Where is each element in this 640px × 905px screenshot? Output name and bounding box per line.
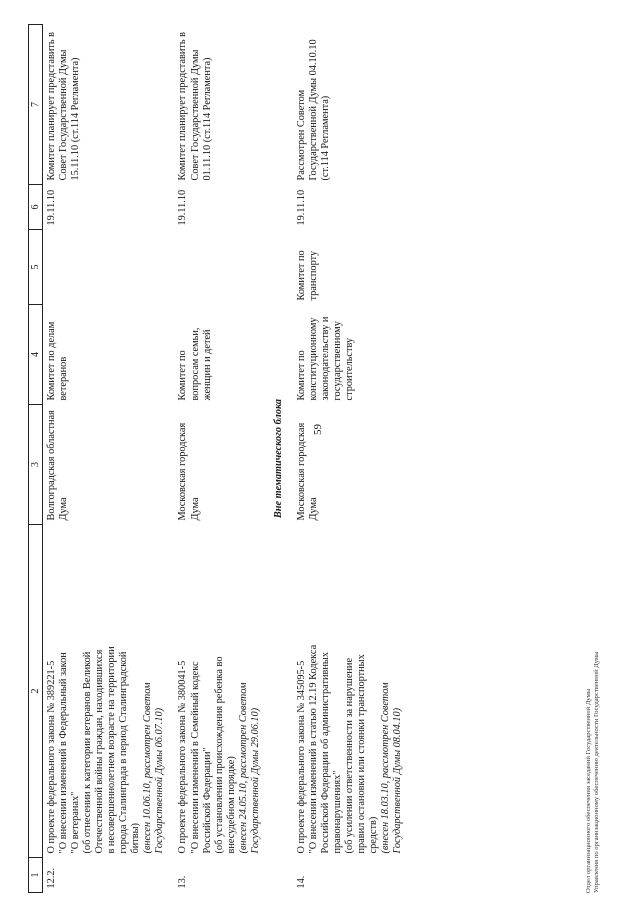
- status: Комитет планирует представить в Совет Государственной Думы 15.11.10 (ст.114 Регламента): [46, 32, 82, 181]
- committee: Комитет по вопросам семьи, женщин и детей: [177, 327, 213, 401]
- footer-line: Управления по организационному обеспечению деятельности Государственной Думы: [592, 651, 600, 893]
- deadline-date: 19.11.10: [46, 189, 57, 226]
- bill-line: города Сталинграда в период Сталинградской: [118, 651, 130, 854]
- bill-line: в несовершеннолетнем возрасте на территории: [106, 646, 118, 854]
- row-number: 12.2.: [46, 867, 57, 889]
- bill-submission-note: (внесен 10.06.10, рассмотрен Советом: [142, 682, 154, 854]
- initiator: Московская городская Дума: [177, 422, 201, 521]
- column-header-row: [29, 25, 43, 893]
- page-number: 59: [312, 424, 324, 435]
- bill-line: Отечественной войны граждан, находившихся: [94, 649, 106, 854]
- co-committee: Комитет по транспорту: [295, 250, 319, 301]
- bill-line: "О ветеранах": [70, 791, 82, 854]
- bill-line: "О внесении изменений в Семейный кодекс: [189, 661, 201, 854]
- deadline-date: 19.11.10: [295, 189, 307, 226]
- bill-line: правил остановки или стоянки транспортных: [356, 654, 368, 854]
- table-row: [293, 25, 412, 893]
- co-committee: [174, 230, 269, 305]
- bill-submission-note: Государственной Думы 29.06.10): [249, 707, 261, 854]
- initiator: Волгоградская областная Дума: [46, 410, 70, 521]
- table-row: [174, 25, 269, 893]
- bill-description: [174, 525, 269, 858]
- bill-line: "О внесении изменений в Федеральный закон: [58, 652, 70, 854]
- bill-line: (об усилении ответственности за нарушение: [344, 657, 356, 854]
- bill-line: средств): [368, 816, 380, 854]
- column-header: 2: [29, 525, 43, 858]
- bill-line: битвы): [130, 823, 142, 854]
- deadline-date: 19.11.10: [177, 189, 189, 226]
- column-header: 7: [29, 25, 43, 185]
- bill-submission-note: (внесен 18.03.10, рассмотрен Советом: [380, 682, 392, 854]
- bill-line: "О внесении изменений в статью 12.19 Кодекса: [307, 644, 319, 854]
- column-header: 5: [29, 230, 43, 305]
- committee: Комитет по делам ветеранов: [46, 321, 70, 401]
- bill-line: О проекте федерального закона № 380041-5: [177, 660, 189, 854]
- page-footer: [585, 651, 601, 893]
- bill-line: (об отнесении к категории ветеранов Великой: [82, 651, 94, 854]
- column-header: 3: [29, 405, 43, 525]
- table-row: [43, 25, 175, 893]
- bill-line: О проекте федерального закона № 345095-5: [295, 660, 307, 854]
- bill-line: Российской Федерации об административных: [319, 652, 331, 854]
- column-header: 1: [29, 858, 43, 893]
- row-number: 14.: [295, 875, 307, 889]
- bills-table: [28, 24, 412, 893]
- bill-line: (об установлении происхождения ребенка во: [213, 656, 225, 854]
- row-number: 13.: [177, 875, 189, 889]
- co-committee: [43, 230, 175, 305]
- status: Комитет планирует представить в Совет Государственной Думы 01.11.10 (ст.114 Регламента): [177, 32, 213, 181]
- bill-submission-note: Государственной Думы 06.07.10): [154, 707, 166, 854]
- committee: Комитет по конституционному законодательству и государственному строительству: [295, 316, 356, 401]
- column-header: 6: [29, 185, 43, 230]
- bill-line: правонарушениях": [331, 770, 343, 854]
- section-heading-row: [270, 25, 293, 893]
- bill-submission-note: Государственной Думы 08.04.10): [392, 707, 404, 854]
- initiator: Московская городская Дума: [295, 422, 319, 521]
- column-header: 4: [29, 305, 43, 405]
- bill-description: [293, 525, 412, 858]
- bill-line: О проекте федерального закона № 389221-5: [46, 660, 57, 854]
- bill-line: Российской Федерации": [201, 747, 213, 854]
- footer-line: Отдел организационного обеспечения заседаний Государственной Думы: [585, 688, 592, 893]
- bill-line: внесудебном порядке): [225, 756, 237, 854]
- bill-description: [43, 525, 175, 858]
- status: Рассмотрен Советом Государственной Думы 04.10.10 (ст.114 Регламента): [295, 39, 331, 181]
- bill-submission-note: (внесен 24.05.10, рассмотрен Советом: [237, 682, 249, 854]
- section-heading: Вне тематического блока: [272, 398, 284, 519]
